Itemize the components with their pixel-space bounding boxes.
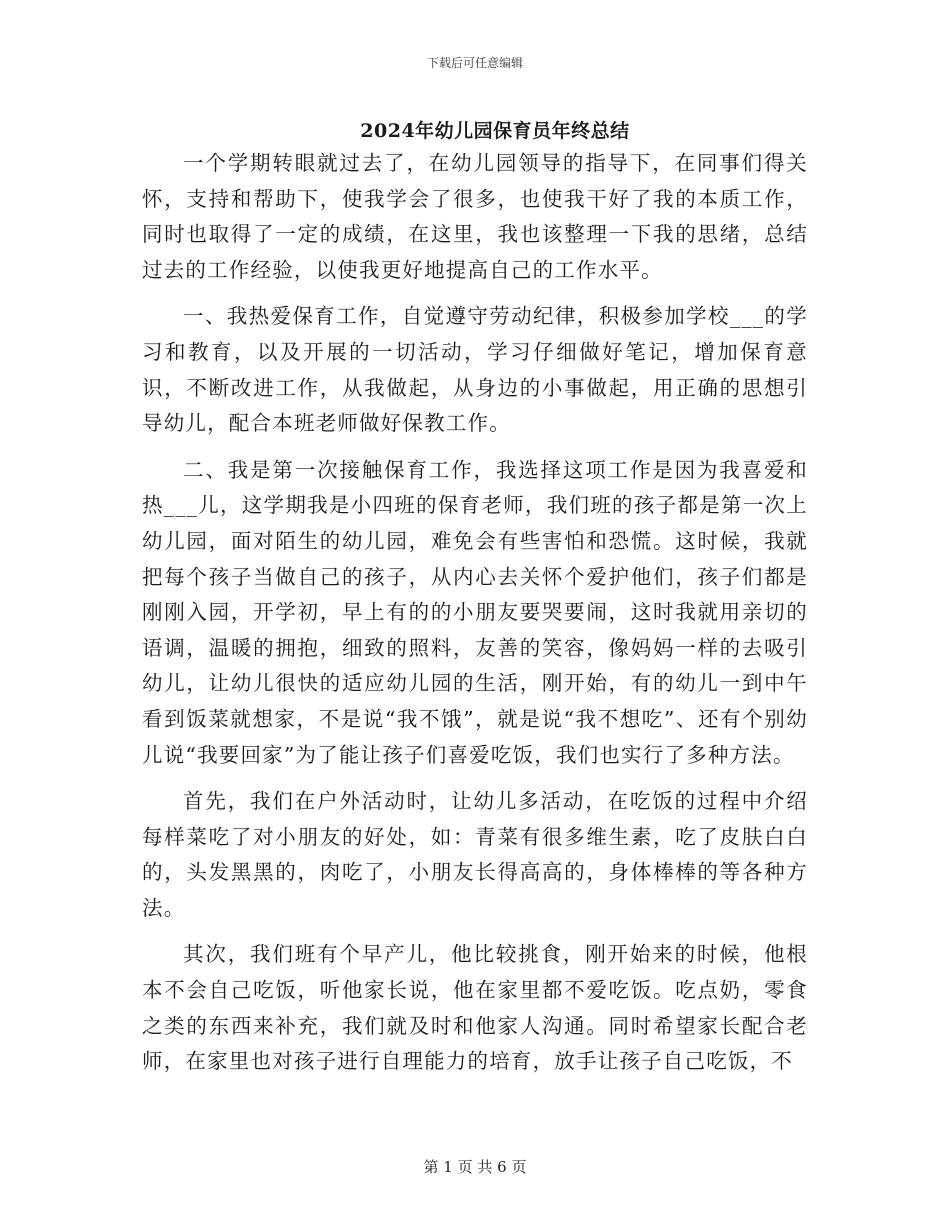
document-body	[142, 146, 808, 1080]
header-note: 下载后可任意编辑	[426, 56, 523, 70]
paragraph-section-2: 二、我是第一次接触保育工作，我选择这项工作是因为我喜爱和热___儿，这学期我是小四班的保育老师，我们班的孩子都是第一次上幼儿园，面对陌生的幼儿园，难免会有些害怕和恐慌。这时候，我就把每个孩子当做自己的孩子，从内心去关怀个爱护他们，孩子们都是刚刚入园，开学初，早上有的的小朋友要哭要闹，这时我就用亲切的语调，温暖的拥抱，细致的照料，友善的笑容，像妈妈一样的去吸引幼儿，让幼儿很快的适应幼儿园的生活，刚开始，有的幼儿一到中午看到饭菜就想家，不是说“我不饿”，就是说“我不想吃”、还有个别幼儿说“我要回家”为了能让孩子们喜爱吃饭，我们也实行了多种方法。	[142, 457, 808, 767]
paragraph-intro: 一个学期转眼就过去了，在幼儿园领导的指导下，在同事们得关怀，支持和帮助下，使我学会了很多，也使我干好了我的本质工作，同时也取得了一定的成绩，在这里，我也该整理一下我的思绪，总结过去的工作经验，以使我更好地提高自己的工作水平。	[142, 151, 808, 282]
page-number: 第 1 页 共 6 页	[423, 1158, 527, 1176]
paragraph-second-method: 其次，我们班有个早产儿，他比较挑食，刚开始来的时候，他根本不会自己吃饭，听他家长说，他在家里都不爱吃饭。吃点奶，零食之类的东西来补充，我们就及时和他家人沟通。同时希望家长配合老师，在家里也对孩子进行自理能力的培育，放手让孩子自己吃饭，不	[142, 942, 808, 1074]
paragraph-section-1: 一、我热爱保育工作，自觉遵守劳动纪律，积极参加学校___的学习和教育，以及开展的一切活动，学习仔细做好笔记，增加保育意识，不断改进工作，从我做起，从身边的小事做起，用正确的思想引导幼儿，配合本班老师做好保教工作。	[142, 304, 808, 436]
paragraph-first-method: 首先，我们在户外活动时，让幼儿多活动，在吃饭的过程中介绍每样菜吃了对小朋友的好处，如：青菜有很多维生素，吃了皮肤白白的，头发黑黑的，肉吃了，小朋友长得高高的，身体棒棒的等各种方法。	[142, 789, 808, 920]
document-title: 2024年幼儿园保育员年终总结	[360, 120, 630, 142]
